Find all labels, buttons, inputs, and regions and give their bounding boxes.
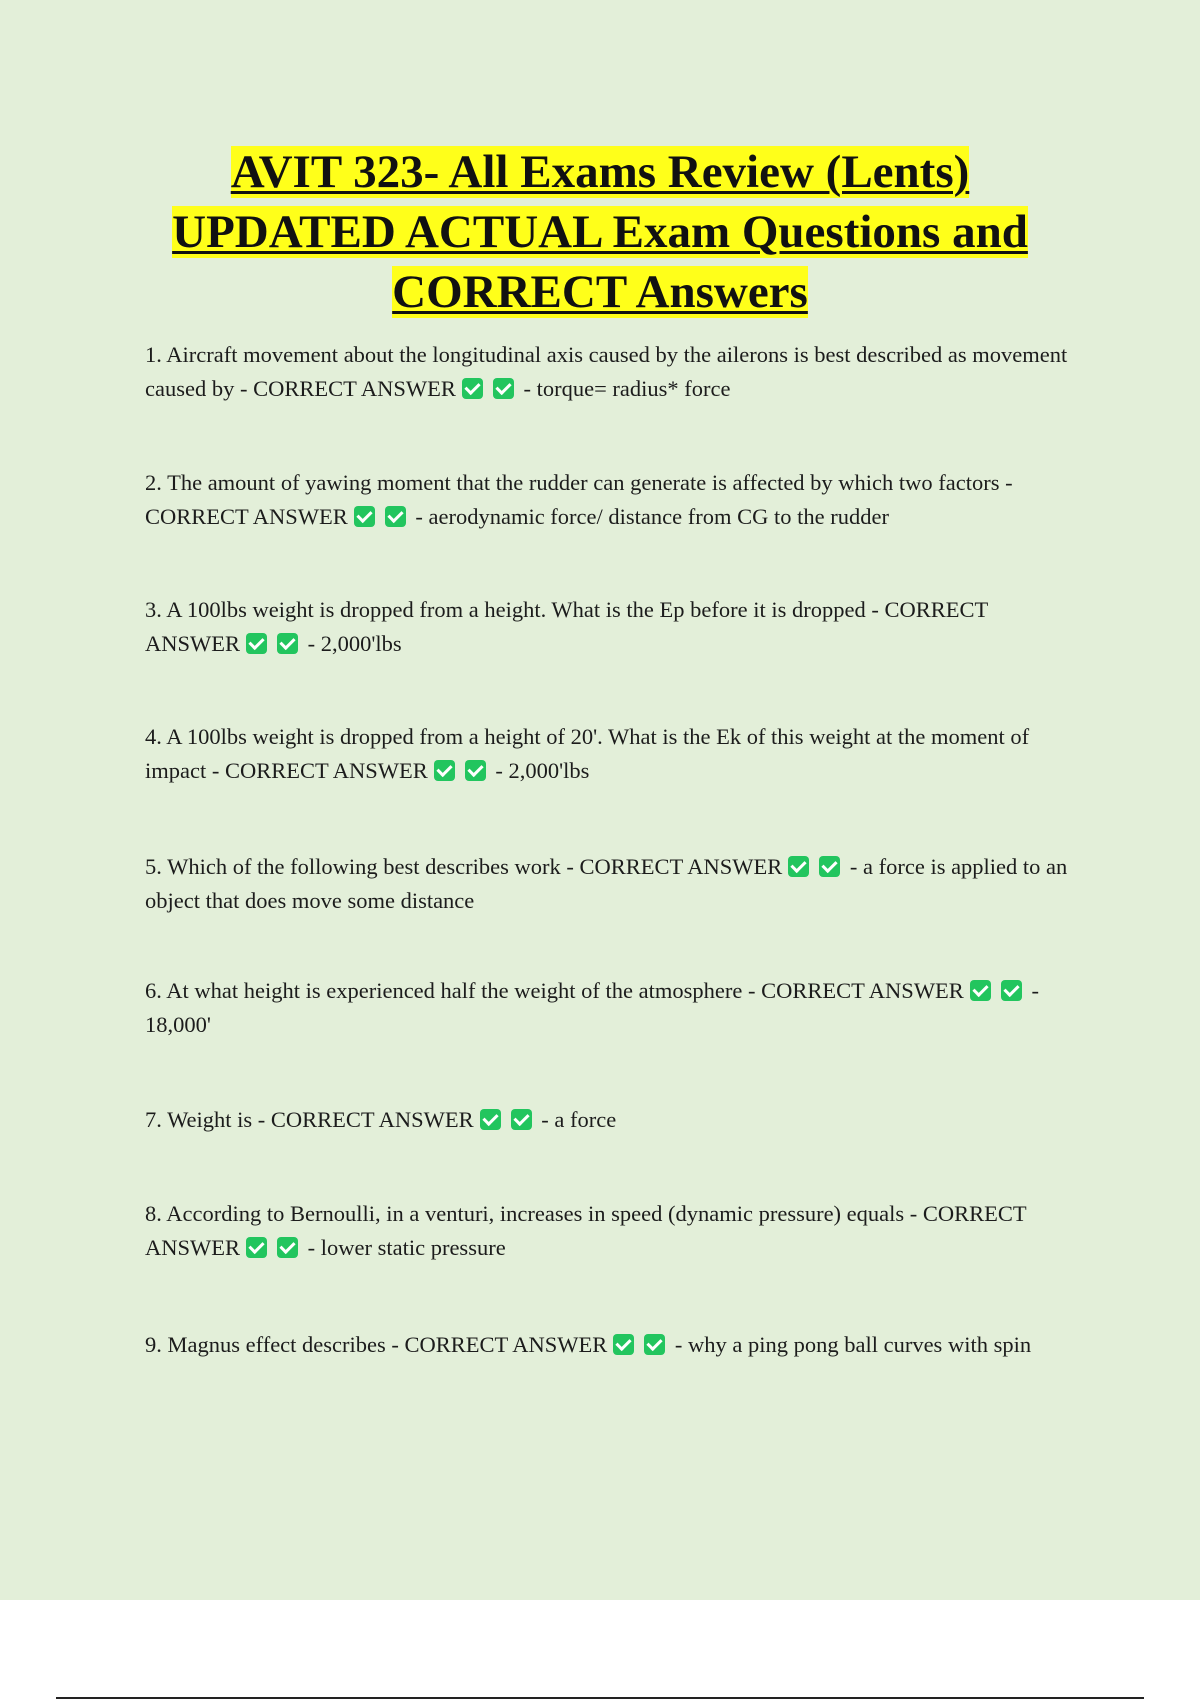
- question-item: [145, 593, 1085, 661]
- answer-marker: CORRECT ANSWER: [145, 504, 348, 529]
- answer-text: - a force is applied to an object that does move some distance: [145, 854, 1068, 913]
- answer-text: - a force: [541, 1107, 617, 1132]
- answer-marker: CORRECT ANSWER: [145, 1201, 1027, 1260]
- check-box-icon: [246, 633, 267, 654]
- check-box-icon: [970, 980, 991, 1001]
- check-box-icon: [246, 1237, 267, 1258]
- question-text: 7. Weight is -: [145, 1107, 266, 1132]
- question-text: 5. Which of the following best describes work -: [145, 854, 574, 879]
- check-box-icon: [613, 1334, 634, 1355]
- check-box-icon: [354, 506, 375, 527]
- check-box-icon: [480, 1109, 501, 1130]
- check-box-icon: [465, 760, 486, 781]
- question-item: [145, 1197, 1085, 1265]
- document-title: [100, 142, 1100, 322]
- check-box-icon: [1001, 980, 1022, 1001]
- question-text: 1. Aircraft movement about the longitudinal axis caused by the ailerons is best described as movement caused by -: [145, 342, 1068, 401]
- answer-text: - 2,000'lbs: [495, 758, 590, 783]
- question-text: 6. At what height is experienced half the weight of the atmosphere -: [145, 978, 756, 1003]
- answer-text: - 18,000': [145, 978, 1039, 1037]
- check-box-icon: [277, 633, 298, 654]
- question-text: 9. Magnus effect describes -: [145, 1332, 399, 1357]
- answer-text: - torque= radius* force: [523, 376, 731, 401]
- check-box-icon: [277, 1237, 298, 1258]
- check-box-icon: [819, 856, 840, 877]
- question-item: [145, 466, 1085, 534]
- question-item: [145, 850, 1085, 918]
- footer-divider: [56, 1697, 1144, 1699]
- answer-marker: CORRECT ANSWER: [761, 978, 964, 1003]
- question-item: [145, 1103, 1085, 1137]
- question-text: 3. A 100lbs weight is dropped from a height. What is the Ep before it is dropped -: [145, 597, 879, 622]
- check-box-icon: [493, 378, 514, 399]
- title-line-3: CORRECT Answers: [392, 266, 808, 318]
- check-box-icon: [788, 856, 809, 877]
- title-line-2: UPDATED ACTUAL Exam Questions and: [172, 206, 1028, 258]
- check-box-icon: [434, 760, 455, 781]
- question-text: 4. A 100lbs weight is dropped from a height of 20'. What is the Ek of this weight at the moment of impact -: [145, 724, 1030, 783]
- title-line-1: AVIT 323- All Exams Review (Lents): [230, 146, 970, 198]
- question-text: 2. The amount of yawing moment that the rudder can generate is affected by which two factors -: [145, 470, 1013, 495]
- question-item: [145, 974, 1085, 1042]
- check-box-icon: [511, 1109, 532, 1130]
- answer-text: - why a ping pong ball curves with spin: [674, 1332, 1032, 1357]
- answer-text: - 2,000'lbs: [307, 631, 402, 656]
- answer-marker: CORRECT ANSWER: [404, 1332, 608, 1357]
- answer-marker: CORRECT ANSWER: [270, 1107, 474, 1132]
- answer-text: - aerodynamic force/ distance from CG to the rudder: [415, 504, 889, 529]
- answer-marker: CORRECT ANSWER: [145, 597, 988, 656]
- question-item: [145, 338, 1085, 406]
- check-box-icon: [644, 1334, 665, 1355]
- answer-text: - lower static pressure: [307, 1235, 506, 1260]
- question-text: 8. According to Bernoulli, in a venturi, increases in speed (dynamic pressure) equals -: [145, 1201, 918, 1226]
- question-item: [145, 1328, 1085, 1362]
- check-box-icon: [385, 506, 406, 527]
- answer-marker: CORRECT ANSWER: [253, 376, 456, 401]
- check-box-icon: [462, 378, 483, 399]
- answer-marker: CORRECT ANSWER: [579, 854, 783, 879]
- question-item: [145, 720, 1085, 788]
- answer-marker: CORRECT ANSWER: [224, 758, 428, 783]
